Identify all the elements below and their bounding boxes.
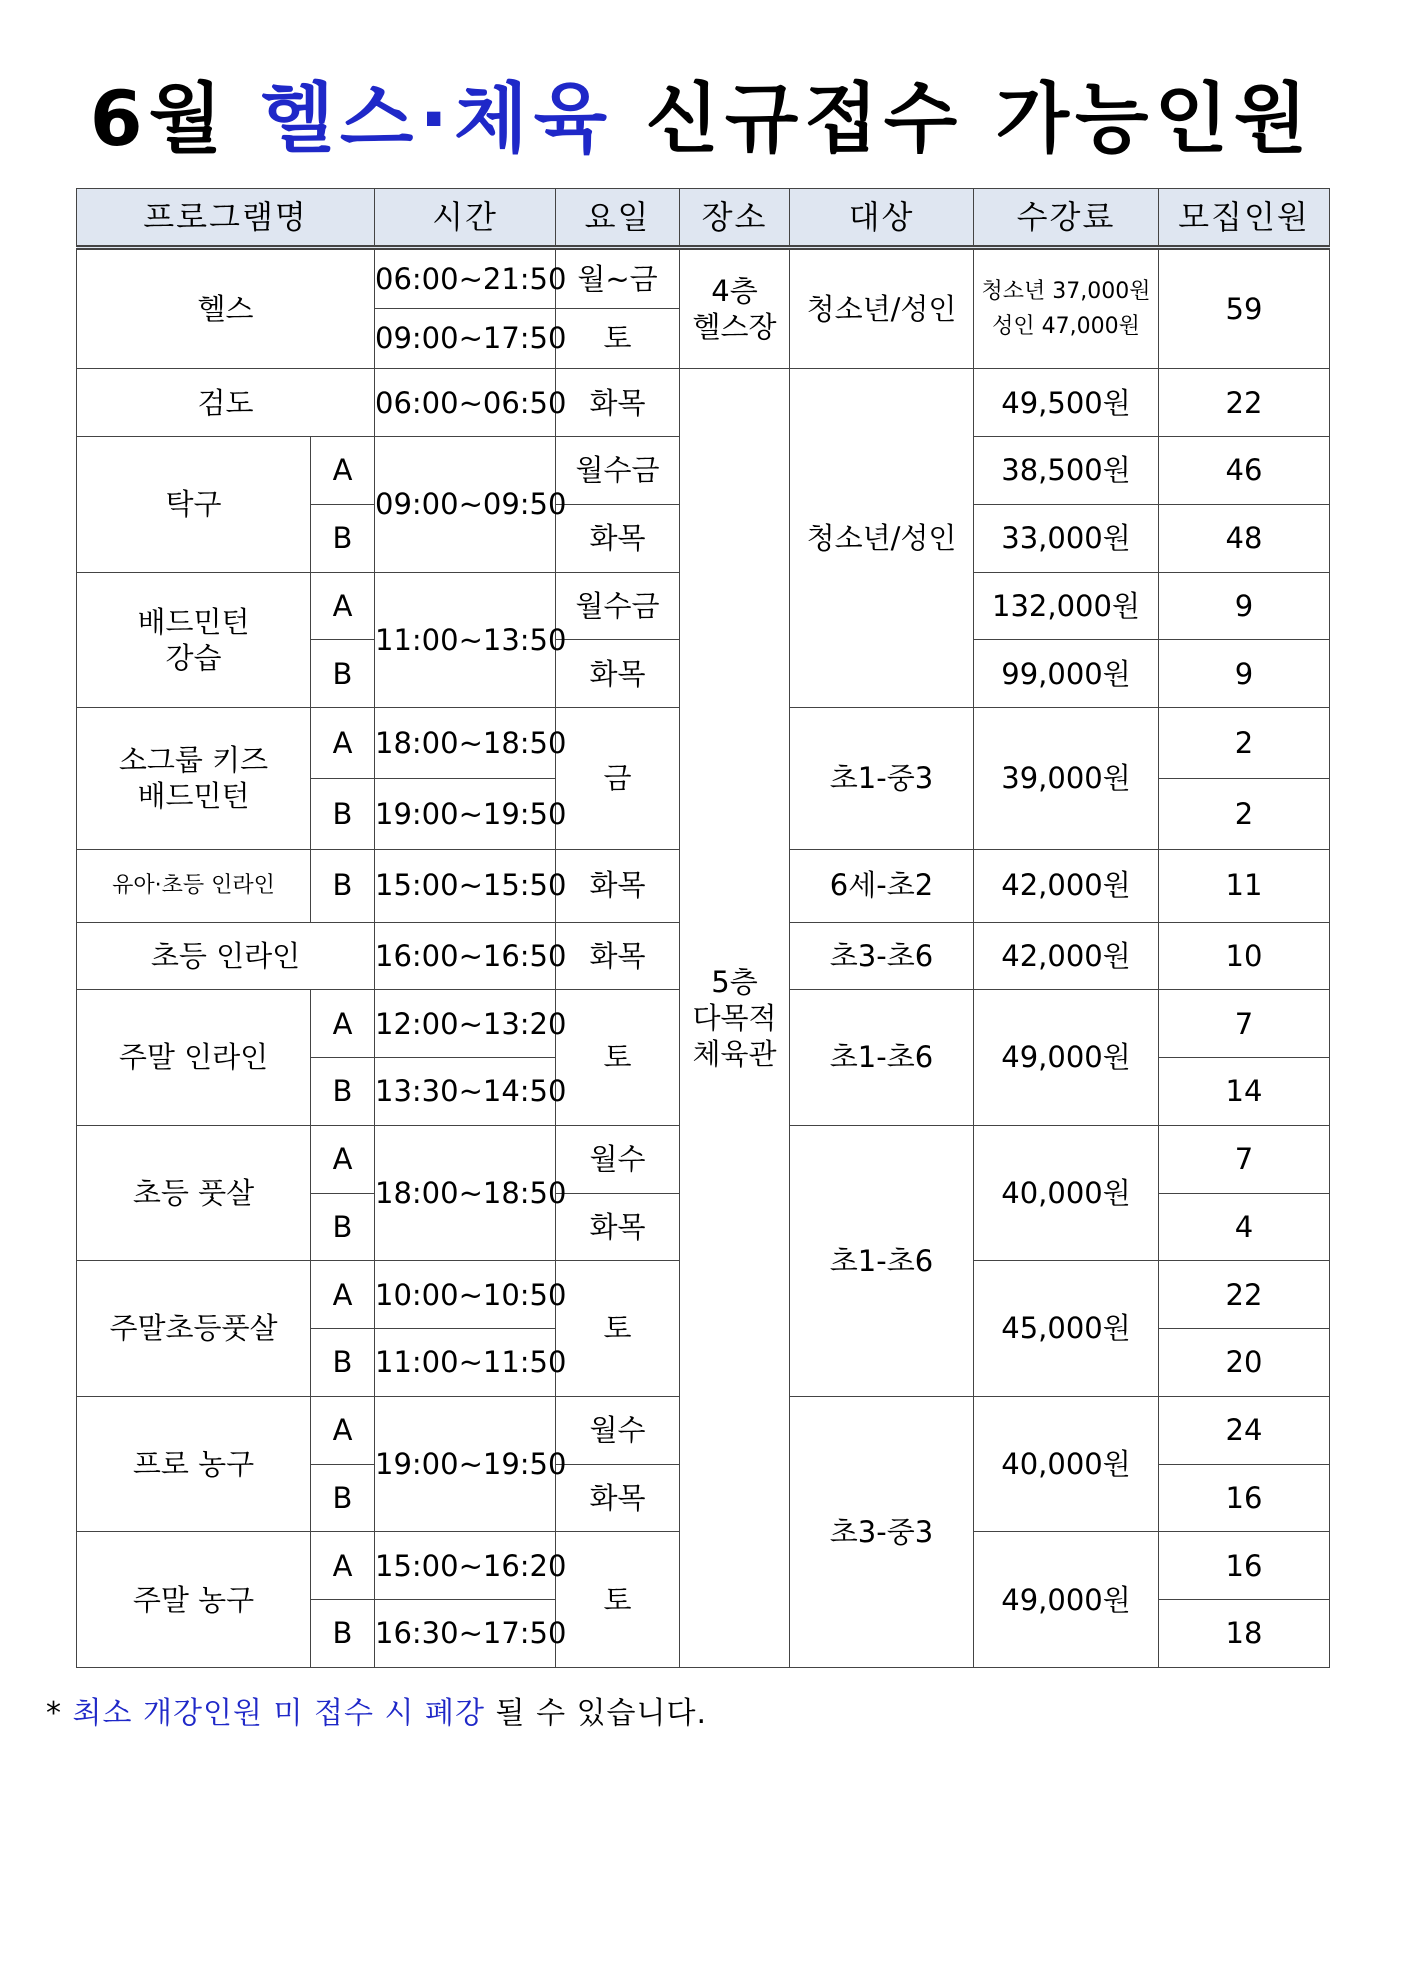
group-cell: A	[311, 990, 375, 1058]
count-cell: 10	[1159, 922, 1330, 990]
day-cell: 토	[556, 990, 680, 1126]
fee-cell: 49,000원	[974, 1532, 1159, 1668]
day-cell: 월수금	[556, 572, 680, 640]
count-cell: 22	[1159, 369, 1330, 437]
title-rest: 신규접수 가능인원	[645, 74, 1314, 163]
count-cell: 24	[1159, 1396, 1330, 1464]
program-name: 탁구	[77, 437, 311, 573]
fee-cell: 45,000원	[974, 1261, 1159, 1397]
header-day: 요일	[556, 189, 680, 248]
program-name: 배드민턴 강습	[77, 572, 311, 708]
footnote	[46, 1688, 707, 1732]
target-cell: 청소년/성인	[790, 248, 974, 369]
time-cell: 11:00~11:50	[375, 1329, 556, 1397]
count-cell: 48	[1159, 504, 1330, 572]
time-cell: 19:00~19:50	[375, 778, 556, 849]
group-cell: B	[311, 1600, 375, 1668]
count-cell: 4	[1159, 1193, 1330, 1261]
program-name: 헬스	[77, 248, 375, 369]
time-cell: 16:00~16:50	[375, 922, 556, 990]
count-cell: 9	[1159, 640, 1330, 708]
program-name: 주말초등풋살	[77, 1261, 311, 1397]
header-row	[77, 189, 1330, 248]
day-cell: 토	[556, 1261, 680, 1397]
place-cell: 4층 헬스장	[680, 248, 790, 369]
fee-cell: 132,000원	[974, 572, 1159, 640]
day-cell: 화목	[556, 640, 680, 708]
program-name: 주말 농구	[77, 1532, 311, 1668]
day-cell: 화목	[556, 849, 680, 922]
header-fee: 수강료	[974, 189, 1159, 248]
time-cell: 06:00~21:50	[375, 248, 556, 309]
count-cell: 2	[1159, 778, 1330, 849]
target-cell: 초1-중3	[790, 708, 974, 850]
fee-cell: 39,000원	[974, 708, 1159, 850]
day-cell: 화목	[556, 922, 680, 990]
fee-cell: 99,000원	[974, 640, 1159, 708]
day-cell: 월~금	[556, 248, 680, 309]
fee-cell: 42,000원	[974, 922, 1159, 990]
fee-cell: 38,500원	[974, 437, 1159, 505]
program-name: 초등 인라인	[77, 922, 375, 990]
time-cell: 10:00~10:50	[375, 1261, 556, 1329]
header-time: 시간	[375, 189, 556, 248]
fee-cell: 40,000원	[974, 1125, 1159, 1261]
count-cell: 7	[1159, 1125, 1330, 1193]
day-cell: 화목	[556, 1464, 680, 1532]
program-name: 주말 인라인	[77, 990, 311, 1126]
day-cell: 토	[556, 1532, 680, 1668]
page-title	[0, 58, 1403, 167]
program-name: 검도	[77, 369, 375, 437]
time-cell: 13:30~14:50	[375, 1058, 556, 1126]
count-cell: 18	[1159, 1600, 1330, 1668]
group-cell: B	[311, 1464, 375, 1532]
count-cell: 20	[1159, 1329, 1330, 1397]
group-cell: A	[311, 1125, 375, 1193]
count-cell: 14	[1159, 1058, 1330, 1126]
table-row	[77, 248, 1330, 309]
program-name: 초등 풋살	[77, 1125, 311, 1261]
day-cell: 토	[556, 308, 680, 369]
time-cell: 09:00~09:50	[375, 437, 556, 573]
group-cell: B	[311, 640, 375, 708]
count-cell: 59	[1159, 248, 1330, 369]
time-cell: 18:00~18:50	[375, 1125, 556, 1261]
count-cell: 2	[1159, 708, 1330, 779]
time-cell: 09:00~17:50	[375, 308, 556, 369]
target-cell: 초3-중3	[790, 1396, 974, 1667]
day-cell: 월수	[556, 1396, 680, 1464]
fee-cell: 49,000원	[974, 990, 1159, 1126]
program-name: 유아·초등 인라인	[77, 849, 311, 922]
time-cell: 06:00~06:50	[375, 369, 556, 437]
group-cell: A	[311, 1532, 375, 1600]
time-cell: 12:00~13:20	[375, 990, 556, 1058]
time-cell: 11:00~13:50	[375, 572, 556, 708]
count-cell: 46	[1159, 437, 1330, 505]
program-name: 프로 농구	[77, 1396, 311, 1532]
group-cell: B	[311, 504, 375, 572]
footnote-rest: 될 수 있습니다.	[495, 1696, 708, 1731]
group-cell: B	[311, 778, 375, 849]
time-cell: 16:30~17:50	[375, 1600, 556, 1668]
time-cell: 15:00~15:50	[375, 849, 556, 922]
target-cell: 초3-초6	[790, 922, 974, 990]
program-name: 소그룹 키즈 배드민턴	[77, 708, 311, 850]
group-cell: B	[311, 849, 375, 922]
table-row	[77, 369, 1330, 437]
count-cell: 9	[1159, 572, 1330, 640]
fee-cell: 49,500원	[974, 369, 1159, 437]
group-cell: A	[311, 708, 375, 779]
header-program: 프로그램명	[77, 189, 375, 248]
group-cell: A	[311, 437, 375, 505]
fee-cell: 33,000원	[974, 504, 1159, 572]
footnote-star: *	[46, 1696, 62, 1731]
count-cell: 22	[1159, 1261, 1330, 1329]
day-cell: 월수금	[556, 437, 680, 505]
footnote-highlight: 최소 개강인원 미 접수 시 폐강	[72, 1696, 485, 1731]
day-cell: 월수	[556, 1125, 680, 1193]
count-cell: 11	[1159, 849, 1330, 922]
fee-cell: 42,000원	[974, 849, 1159, 922]
target-cell: 초1-초6	[790, 990, 974, 1126]
count-cell: 16	[1159, 1532, 1330, 1600]
target-cell: 청소년/성인	[790, 369, 974, 708]
time-cell: 15:00~16:20	[375, 1532, 556, 1600]
count-cell: 7	[1159, 990, 1330, 1058]
group-cell: B	[311, 1058, 375, 1126]
header-place: 장소	[680, 189, 790, 248]
day-cell: 금	[556, 708, 680, 850]
header-target: 대상	[790, 189, 974, 248]
time-cell: 19:00~19:50	[375, 1396, 556, 1532]
count-cell: 16	[1159, 1464, 1330, 1532]
day-cell: 화목	[556, 1193, 680, 1261]
fee-cell: 40,000원	[974, 1396, 1159, 1532]
title-highlight: 헬스·체육	[260, 74, 614, 163]
time-cell: 18:00~18:50	[375, 708, 556, 779]
group-cell: B	[311, 1329, 375, 1397]
day-cell: 화목	[556, 504, 680, 572]
group-cell: A	[311, 1261, 375, 1329]
fee-cell: 청소년 37,000원 성인 47,000원	[974, 248, 1159, 369]
target-cell: 초1-초6	[790, 1125, 974, 1396]
group-cell: B	[311, 1193, 375, 1261]
place-cell: 5층 다목적 체육관	[680, 369, 790, 1668]
header-count: 모집인원	[1159, 189, 1330, 248]
title-month: 6월	[89, 74, 228, 163]
target-cell: 6세-초2	[790, 849, 974, 922]
group-cell: A	[311, 572, 375, 640]
group-cell: A	[311, 1396, 375, 1464]
schedule-table	[76, 188, 1330, 1668]
day-cell: 화목	[556, 369, 680, 437]
